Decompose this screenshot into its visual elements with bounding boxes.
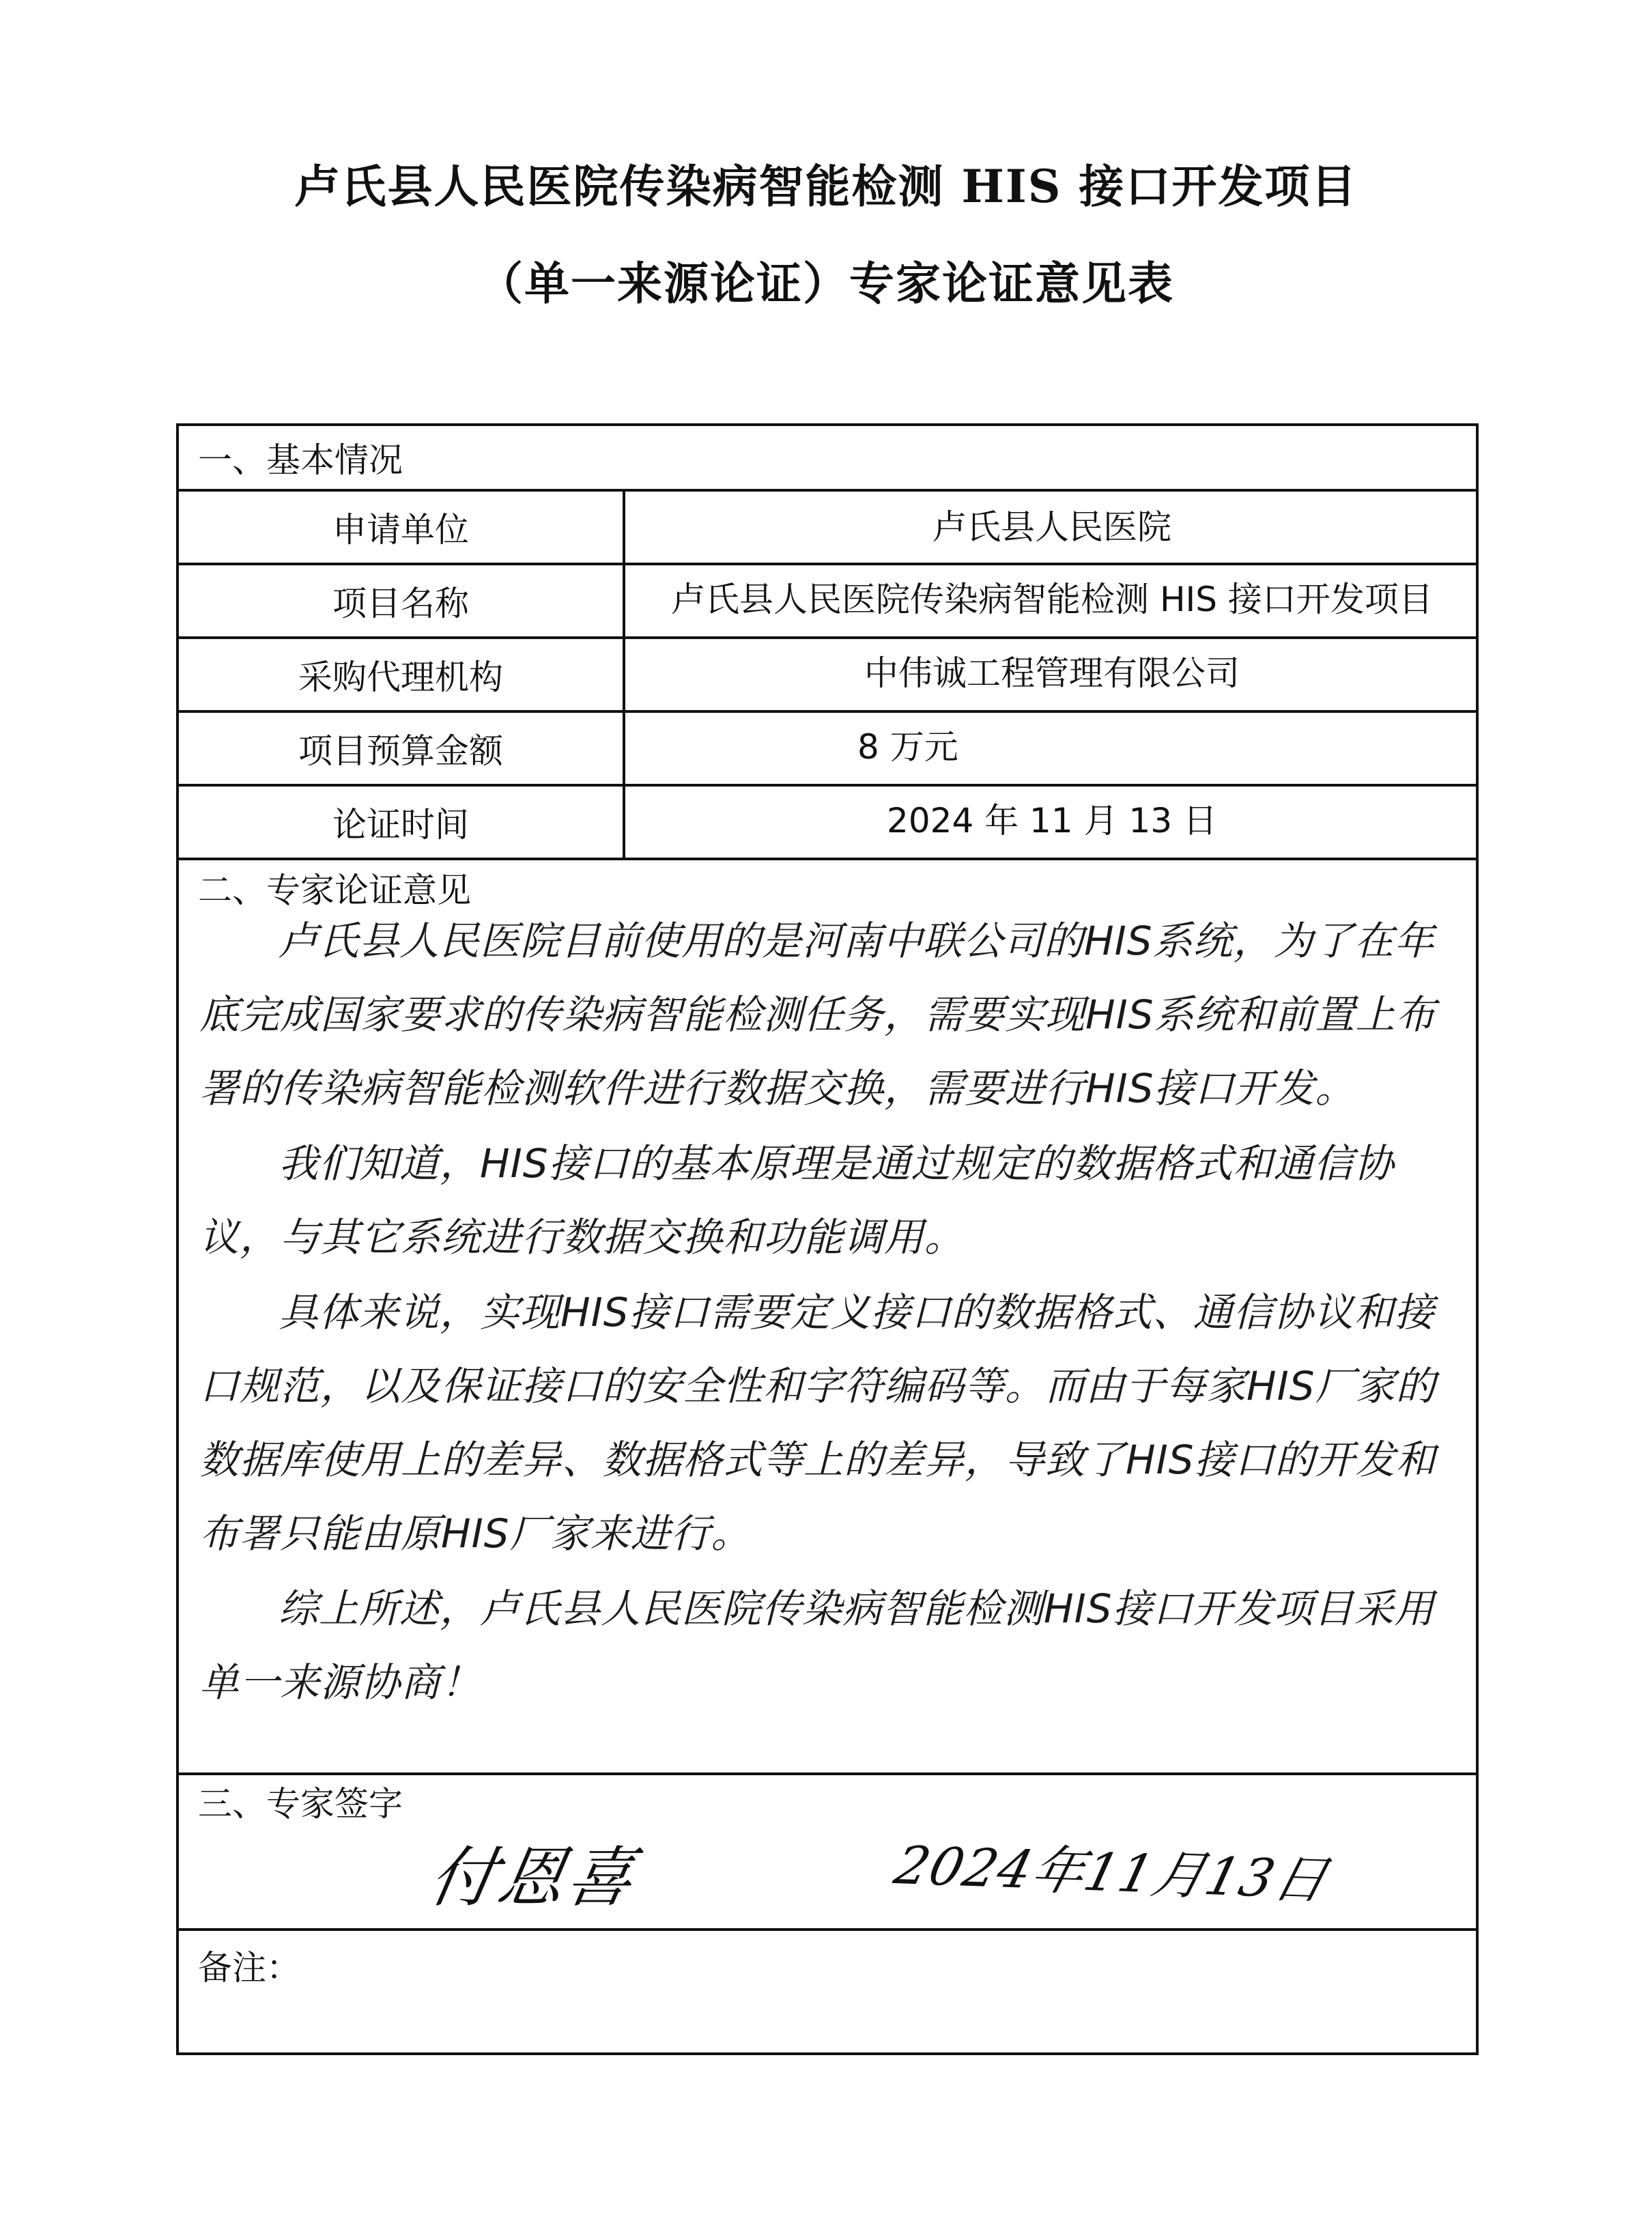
divider bbox=[179, 858, 1476, 860]
value-procurement-agency: 中伟诚工程管理有限公司 bbox=[864, 653, 1240, 693]
signature-area bbox=[179, 1805, 1476, 1916]
opinion-paragraph: 我们知道，HIS接口的基本原理是通过规定的数据格式和通信协议，与其它系统进行数据交换和功能调用。 bbox=[199, 1140, 1395, 1260]
label-project-name: 项目名称 bbox=[332, 584, 469, 623]
section-signature-heading: 三、专家签字 bbox=[198, 1784, 403, 1824]
document-title-line-2: （单一来源论证）专家论证意见表 bbox=[478, 257, 1174, 310]
signature-date: 2024年11月13日 bbox=[889, 1834, 1335, 1911]
value-budget: 8 万元 bbox=[857, 727, 958, 767]
opinion-paragraph: 综上所述，卢氏县人民医院传染病智能检测HIS接口开发项目采用单一来源协商！ bbox=[199, 1585, 1435, 1706]
section-basic-info-heading: 一、基本情况 bbox=[198, 440, 403, 480]
label-review-date: 论证时间 bbox=[332, 805, 469, 845]
notes-heading: 备注： bbox=[198, 1948, 300, 1988]
label-procurement-agency: 采购代理机构 bbox=[298, 658, 503, 697]
opinion-paragraph: 卢氏县人民医院目前使用的是河南中联公司的HIS系统，为了在年底完成国家要求的传染病智能检测任务，需要实现HIS系统和前置上布署的传染病智能检测软件进行数据交换，需要进行HIS接口开发。 bbox=[199, 918, 1436, 1112]
value-applicant: 卢氏县人民医院 bbox=[932, 507, 1171, 547]
expert-signature: 付恩喜 bbox=[423, 1839, 642, 1916]
label-applicant: 申请单位 bbox=[332, 510, 469, 550]
section-expert-opinion-heading: 二、专家论证意见 bbox=[198, 871, 471, 910]
expert-opinion-form bbox=[176, 423, 1479, 2055]
value-project-name: 卢氏县人民医院传染病智能检测 HIS 接口开发项目 bbox=[671, 580, 1433, 619]
opinion-paragraph: 具体来说，实现HIS接口需要定义接口的数据格式、通信协议和接口规范，以及保证接口的安全性和字符编码等。而由于每家HIS厂家的数据库使用上的差异、数据格式等上的差异，导致了HIS接口的开发和布署只能由原HIS厂家来进行。 bbox=[199, 1289, 1436, 1557]
expert-opinion-handwritten bbox=[199, 904, 1462, 1721]
divider bbox=[179, 1772, 1476, 1775]
divider bbox=[179, 1928, 1476, 1931]
document-title-line-1: 卢氏县人民医院传染病智能检测 HIS 接口开发项目 bbox=[294, 160, 1358, 213]
value-review-date: 2024 年 11 月 13 日 bbox=[887, 801, 1217, 840]
label-budget: 项目预算金额 bbox=[298, 731, 503, 771]
